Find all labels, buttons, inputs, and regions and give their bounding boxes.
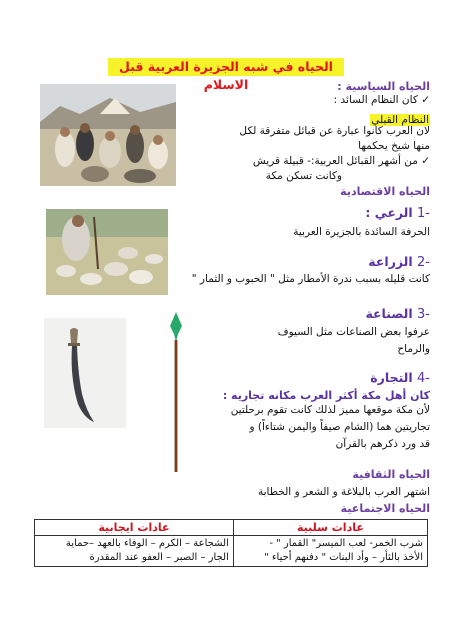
negative-habits-cell (233, 536, 427, 567)
econ-industry-desc2: والرماح (397, 343, 430, 355)
trade-line1: لأن مكة موقعها مميز لذلك كانت تقوم برحلتين (230, 404, 430, 416)
negative-habits-header: عادات سلبية (233, 520, 427, 536)
econ-item-name: التجارة (370, 370, 413, 385)
political-line1: ✓ كان النظام السائد : (333, 94, 430, 106)
positive-habits-line1: الشجاعة – الكرم – الوفاء بالعهد –حماية (65, 538, 229, 549)
econ-item-trade (370, 370, 430, 386)
habits-table (34, 519, 428, 567)
spear-image (166, 312, 186, 472)
positive-habits-cell (35, 536, 234, 567)
positive-habits-header: عادات ايجابية (35, 520, 234, 536)
social-heading: الحياه الاجتماعية (340, 502, 430, 515)
political-heading: الحياه السياسية : (337, 80, 430, 93)
econ-item-number: -2 (417, 255, 430, 270)
table-row (35, 536, 428, 567)
political-system: النظام القبلي (371, 114, 429, 126)
page-title: الحياه في شبه الجزيرة العربية قبل الاسلام (108, 58, 344, 76)
trade-heading: كان أهل مكة أكثر العرب مكانه تجاريه : (222, 389, 430, 402)
political-line2: لان العرب كانوا عبارة عن قبائل متفرقة لكل (239, 125, 430, 137)
tribe-gathering-image (40, 84, 176, 186)
econ-item-name: الزراعة (368, 254, 413, 269)
econ-grazing-desc: الحرفة السائدة بالجزيرة العربية (293, 226, 430, 238)
positive-habits-line2: الجار – الصبر – العفو عند المقدرة (89, 552, 229, 563)
econ-item-industry (365, 306, 430, 322)
political-line4: ✓ من أشهر القبائل العربية:- قبيلة قريش (252, 155, 430, 167)
cultural-line: اشتهر العرب بالبلاغة و الشعر و الخطابة (257, 486, 430, 498)
econ-item-number: -4 (417, 371, 430, 386)
trade-line2: تجاريتين هما (الشام صيفاً واليمن شتاءاً) و (249, 421, 430, 433)
sword-image (44, 318, 126, 428)
trade-line3: قد ورد ذكرهم بالقرآن (335, 438, 430, 450)
econ-industry-desc1: عرفوا بعض الصناعات مثل السيوف (277, 326, 430, 338)
cultural-heading: الحياه الثقافية (352, 468, 430, 481)
econ-item-name: الصناعة (365, 306, 413, 321)
econ-item-grazing (365, 205, 430, 221)
negative-habits-line1: شرب الخمر- لعب الميسر" القمار " - (269, 538, 423, 549)
econ-item-agriculture (368, 254, 430, 270)
econ-item-number: -3 (417, 307, 430, 322)
econ-agriculture-desc: كانت قليله بسبب ندرة الأمطار مثل " الحبوب و الثمار " (191, 273, 430, 285)
political-line5: وكانت تسكن مكة (265, 170, 342, 182)
econ-item-name: الرعي : (365, 205, 413, 220)
shepherd-image (46, 209, 168, 295)
table-header-row (35, 520, 428, 536)
economic-heading: الحياه الاقتصادية (340, 185, 430, 198)
econ-item-number: -1 (417, 206, 430, 221)
political-line3: منها شيخ يحكمها (358, 140, 430, 152)
negative-habits-line2: الأخذ بالثأر – وأد البنات " دفنهم أحياء " (264, 552, 423, 563)
